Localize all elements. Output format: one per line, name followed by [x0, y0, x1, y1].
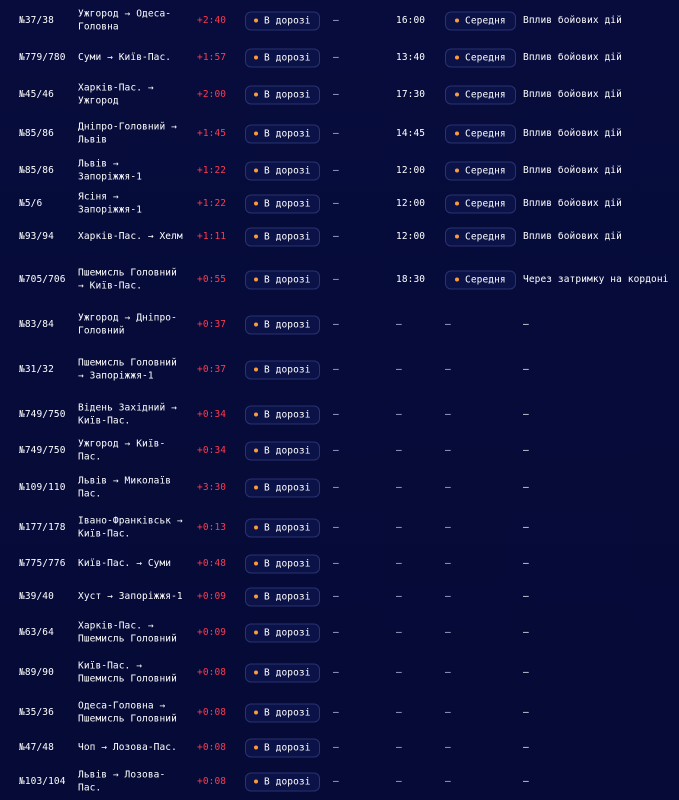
route: Ужгород → Дніпро-Головний [78, 312, 177, 336]
impact-dot-icon [455, 55, 459, 59]
status-label: В дорозі [264, 667, 311, 679]
train-number: №749/750 [19, 444, 66, 456]
expected-time: 16:00 [396, 14, 426, 26]
status-label: В дорозі [264, 742, 311, 754]
delay-reason: — [523, 775, 529, 787]
status-badge [245, 406, 320, 425]
delay-reason: — [523, 521, 529, 533]
table-row[interactable] [0, 613, 679, 653]
status-badge [245, 739, 320, 758]
train-number: №47/48 [19, 741, 54, 753]
delay-value: +0:09 [197, 590, 227, 602]
train-number: №37/38 [19, 14, 54, 26]
impact-badge [445, 195, 516, 214]
status-badge [245, 228, 320, 247]
impact-value: — [445, 590, 451, 602]
secondary-value: — [333, 557, 339, 569]
delay-reason: — [523, 741, 529, 753]
delay-reason: — [523, 626, 529, 638]
status-dot-icon [254, 131, 258, 135]
delay-reason: — [523, 318, 529, 330]
delay-reason: — [523, 408, 529, 420]
impact-badge [445, 49, 516, 68]
status-label: В дорозі [264, 15, 311, 27]
status-badge [245, 162, 320, 181]
secondary-value: — [333, 741, 339, 753]
status-label: В дорозі [264, 776, 311, 788]
delay-value: +1:22 [197, 164, 227, 176]
secondary-value: — [333, 197, 339, 209]
expected-time: 14:45 [396, 127, 426, 139]
expected-time: 12:00 [396, 230, 426, 242]
status-label: В дорозі [264, 274, 311, 286]
train-number: №85/86 [19, 164, 54, 176]
status-dot-icon [254, 779, 258, 783]
delay-value: +1:45 [197, 127, 227, 139]
train-number: №39/40 [19, 590, 54, 602]
table-row[interactable] [0, 577, 679, 617]
status-label: В дорозі [264, 231, 311, 243]
route: Одеса-Головна → Пшемисль Головний [78, 700, 177, 724]
expected-time: — [396, 775, 402, 787]
delay-reason: Вплив бойових дій [523, 14, 622, 26]
delay-value: +0:37 [197, 363, 227, 375]
secondary-value: — [333, 273, 339, 285]
route: Львів → Запоріжжя-1 [78, 158, 143, 182]
delay-value: +0:34 [197, 408, 227, 420]
delay-reason: Вплив бойових дій [523, 230, 622, 242]
impact-label: Середня [465, 274, 506, 286]
status-dot-icon [254, 561, 258, 565]
secondary-value: — [333, 444, 339, 456]
train-number: №85/86 [19, 127, 54, 139]
expected-time: — [396, 521, 402, 533]
secondary-value: — [333, 775, 339, 787]
impact-badge [445, 228, 516, 247]
delay-reason: Вплив бойових дій [523, 51, 622, 63]
status-label: В дорозі [264, 445, 311, 457]
status-dot-icon [254, 234, 258, 238]
train-number: №89/90 [19, 666, 54, 678]
status-dot-icon [254, 525, 258, 529]
expected-time: 17:30 [396, 88, 426, 100]
impact-label: Середня [465, 15, 506, 27]
status-dot-icon [254, 18, 258, 22]
train-number: №705/706 [19, 273, 66, 285]
impact-value: — [445, 408, 451, 420]
status-dot-icon [254, 367, 258, 371]
status-badge [245, 479, 320, 498]
status-badge [245, 49, 320, 68]
delay-value: +3:30 [197, 481, 227, 493]
status-badge [245, 588, 320, 607]
impact-badge [445, 86, 516, 105]
delay-value: +0:34 [197, 444, 227, 456]
train-number: №45/46 [19, 88, 54, 100]
table-row[interactable] [0, 114, 679, 154]
impact-value: — [445, 444, 451, 456]
delay-reason: — [523, 706, 529, 718]
status-badge [245, 271, 320, 290]
train-number: №177/178 [19, 521, 66, 533]
impact-value: — [445, 666, 451, 678]
table-row[interactable] [0, 508, 679, 548]
impact-dot-icon [455, 131, 459, 135]
status-label: В дорозі [264, 707, 311, 719]
status-dot-icon [254, 412, 258, 416]
status-dot-icon [254, 277, 258, 281]
table-row[interactable] [0, 38, 679, 78]
status-label: В дорозі [264, 89, 311, 101]
delay-reason: — [523, 666, 529, 678]
delay-value: +0:37 [197, 318, 227, 330]
expected-time: — [396, 741, 402, 753]
table-row[interactable] [0, 431, 679, 471]
train-number: №31/32 [19, 363, 54, 375]
delay-value: +1:11 [197, 230, 227, 242]
table-row[interactable] [0, 305, 679, 345]
table-row[interactable] [0, 395, 679, 435]
status-badge [245, 195, 320, 214]
expected-time: — [396, 666, 402, 678]
status-dot-icon [254, 55, 258, 59]
secondary-value: — [333, 666, 339, 678]
table-row[interactable] [0, 217, 679, 257]
delay-value: +0:08 [197, 775, 227, 787]
status-badge [245, 664, 320, 683]
secondary-value: — [333, 706, 339, 718]
route: Хуст → Запоріжжя-1 [78, 590, 183, 602]
impact-label: Середня [465, 165, 506, 177]
route: Чоп → Лозова-Пас. [78, 741, 177, 753]
status-badge [245, 555, 320, 574]
expected-time: — [396, 626, 402, 638]
delay-value: +1:22 [197, 197, 227, 209]
delay-reason: — [523, 363, 529, 375]
expected-time: 13:40 [396, 51, 426, 63]
secondary-value: — [333, 14, 339, 26]
status-badge [245, 125, 320, 144]
delay-value: +2:00 [197, 88, 227, 100]
status-badge [245, 773, 320, 792]
status-badge [245, 316, 320, 335]
delay-reason: Вплив бойових дій [523, 88, 622, 100]
train-number: №775/776 [19, 557, 66, 569]
delay-reason: Вплив бойових дій [523, 127, 622, 139]
status-badge [245, 86, 320, 105]
train-number: №109/110 [19, 481, 66, 493]
status-badge [245, 12, 320, 31]
impact-badge [445, 125, 516, 144]
status-label: В дорозі [264, 409, 311, 421]
train-number: №5/6 [19, 197, 43, 209]
route: Харків-Пас. → Ужгород [78, 82, 154, 106]
status-dot-icon [254, 448, 258, 452]
impact-value: — [445, 775, 451, 787]
status-label: В дорозі [264, 591, 311, 603]
route: Івано-Франківськ → Київ-Пас. [78, 515, 183, 539]
status-dot-icon [254, 630, 258, 634]
status-label: В дорозі [264, 558, 311, 570]
status-dot-icon [254, 322, 258, 326]
impact-value: — [445, 557, 451, 569]
status-label: В дорозі [264, 198, 311, 210]
secondary-value: — [333, 230, 339, 242]
impact-value: — [445, 706, 451, 718]
expected-time: 12:00 [396, 197, 426, 209]
delay-reason: Вплив бойових дій [523, 164, 622, 176]
status-dot-icon [254, 670, 258, 674]
secondary-value: — [333, 363, 339, 375]
delay-value: +0:09 [197, 626, 227, 638]
status-label: В дорозі [264, 482, 311, 494]
status-badge [245, 704, 320, 723]
train-number: №35/36 [19, 706, 54, 718]
expected-time: — [396, 408, 402, 420]
delay-reason: — [523, 481, 529, 493]
table-row[interactable] [0, 653, 679, 693]
secondary-value: — [333, 590, 339, 602]
route: Львів → Миколаїв Пас. [78, 475, 172, 499]
train-number: №63/64 [19, 626, 54, 638]
table-row[interactable] [0, 260, 679, 300]
secondary-value: — [333, 318, 339, 330]
table-row[interactable] [0, 468, 679, 508]
impact-value: — [445, 626, 451, 638]
secondary-value: — [333, 127, 339, 139]
status-label: В дорозі [264, 627, 311, 639]
status-badge [245, 361, 320, 380]
status-dot-icon [254, 745, 258, 749]
delay-value: +0:48 [197, 557, 227, 569]
route: Ужгород → Київ-Пас. [78, 438, 166, 462]
route: Київ-Пас. → Суми [78, 557, 172, 569]
secondary-value: — [333, 51, 339, 63]
delay-value: +0:08 [197, 741, 227, 753]
expected-time: — [396, 318, 402, 330]
table-row[interactable] [0, 350, 679, 390]
secondary-value: — [333, 481, 339, 493]
impact-dot-icon [455, 18, 459, 22]
train-number: №779/780 [19, 51, 66, 63]
delay-value: +2:40 [197, 14, 227, 26]
impact-value: — [445, 318, 451, 330]
status-badge [245, 442, 320, 461]
status-dot-icon [254, 710, 258, 714]
table-row[interactable] [0, 1, 679, 41]
impact-dot-icon [455, 201, 459, 205]
impact-dot-icon [455, 277, 459, 281]
status-label: В дорозі [264, 165, 311, 177]
impact-label: Середня [465, 231, 506, 243]
train-number: №749/750 [19, 408, 66, 420]
route: Харків-Пас. → Хелм [78, 230, 183, 242]
route: Суми → Київ-Пас. [78, 51, 172, 63]
train-number: №103/104 [19, 775, 66, 787]
impact-label: Середня [465, 128, 506, 140]
route: Ясіня → Запоріжжя-1 [78, 191, 143, 215]
expected-time: — [396, 557, 402, 569]
status-label: В дорозі [264, 52, 311, 64]
train-number: №93/94 [19, 230, 54, 242]
status-label: В дорозі [264, 128, 311, 140]
expected-time: — [396, 481, 402, 493]
impact-label: Середня [465, 52, 506, 64]
impact-badge [445, 271, 516, 290]
expected-time: — [396, 706, 402, 718]
status-dot-icon [254, 168, 258, 172]
expected-time: — [396, 363, 402, 375]
status-label: В дорозі [264, 522, 311, 534]
expected-time: 18:30 [396, 273, 426, 285]
secondary-value: — [333, 521, 339, 533]
route: Харків-Пас. → Пшемисль Головний [78, 620, 177, 644]
route: Пшемисль Головний → Київ-Пас. [78, 267, 177, 291]
delay-value: +0:55 [197, 273, 227, 285]
secondary-value: — [333, 626, 339, 638]
status-dot-icon [254, 92, 258, 96]
status-dot-icon [254, 485, 258, 489]
impact-label: Середня [465, 198, 506, 210]
expected-time: — [396, 444, 402, 456]
delay-value: +0:08 [197, 706, 227, 718]
route: Львів → Лозова-Пас. [78, 769, 166, 793]
impact-value: — [445, 363, 451, 375]
impact-value: — [445, 481, 451, 493]
delay-reason: Через затримку на кордоні [523, 273, 669, 285]
impact-label: Середня [465, 89, 506, 101]
delay-value: +1:57 [197, 51, 227, 63]
secondary-value: — [333, 164, 339, 176]
route: Пшемисль Головний → Запоріжжя-1 [78, 357, 177, 381]
delay-reason: — [523, 557, 529, 569]
route: Відень Західний → Київ-Пас. [78, 402, 177, 426]
route: Дніпро-Головний → Львів [78, 121, 177, 145]
delay-reason: — [523, 444, 529, 456]
status-dot-icon [254, 594, 258, 598]
impact-dot-icon [455, 168, 459, 172]
table-row[interactable] [0, 693, 679, 733]
impact-badge [445, 162, 516, 181]
impact-value: — [445, 521, 451, 533]
status-badge [245, 519, 320, 538]
table-row[interactable] [0, 762, 679, 800]
impact-dot-icon [455, 92, 459, 96]
impact-dot-icon [455, 234, 459, 238]
secondary-value: — [333, 88, 339, 100]
expected-time: 12:00 [396, 164, 426, 176]
impact-badge [445, 12, 516, 31]
route: Ужгород → Одеса-Головна [78, 8, 172, 32]
delay-reason: Вплив бойових дій [523, 197, 622, 209]
table-row[interactable] [0, 75, 679, 115]
delay-value: +0:08 [197, 666, 227, 678]
expected-time: — [396, 590, 402, 602]
status-dot-icon [254, 201, 258, 205]
delay-value: +0:13 [197, 521, 227, 533]
route: Київ-Пас. → Пшемисль Головний [78, 660, 177, 684]
delay-reason: — [523, 590, 529, 602]
impact-value: — [445, 741, 451, 753]
status-badge [245, 624, 320, 643]
status-label: В дорозі [264, 364, 311, 376]
status-label: В дорозі [264, 319, 311, 331]
train-number: №83/84 [19, 318, 54, 330]
secondary-value: — [333, 408, 339, 420]
